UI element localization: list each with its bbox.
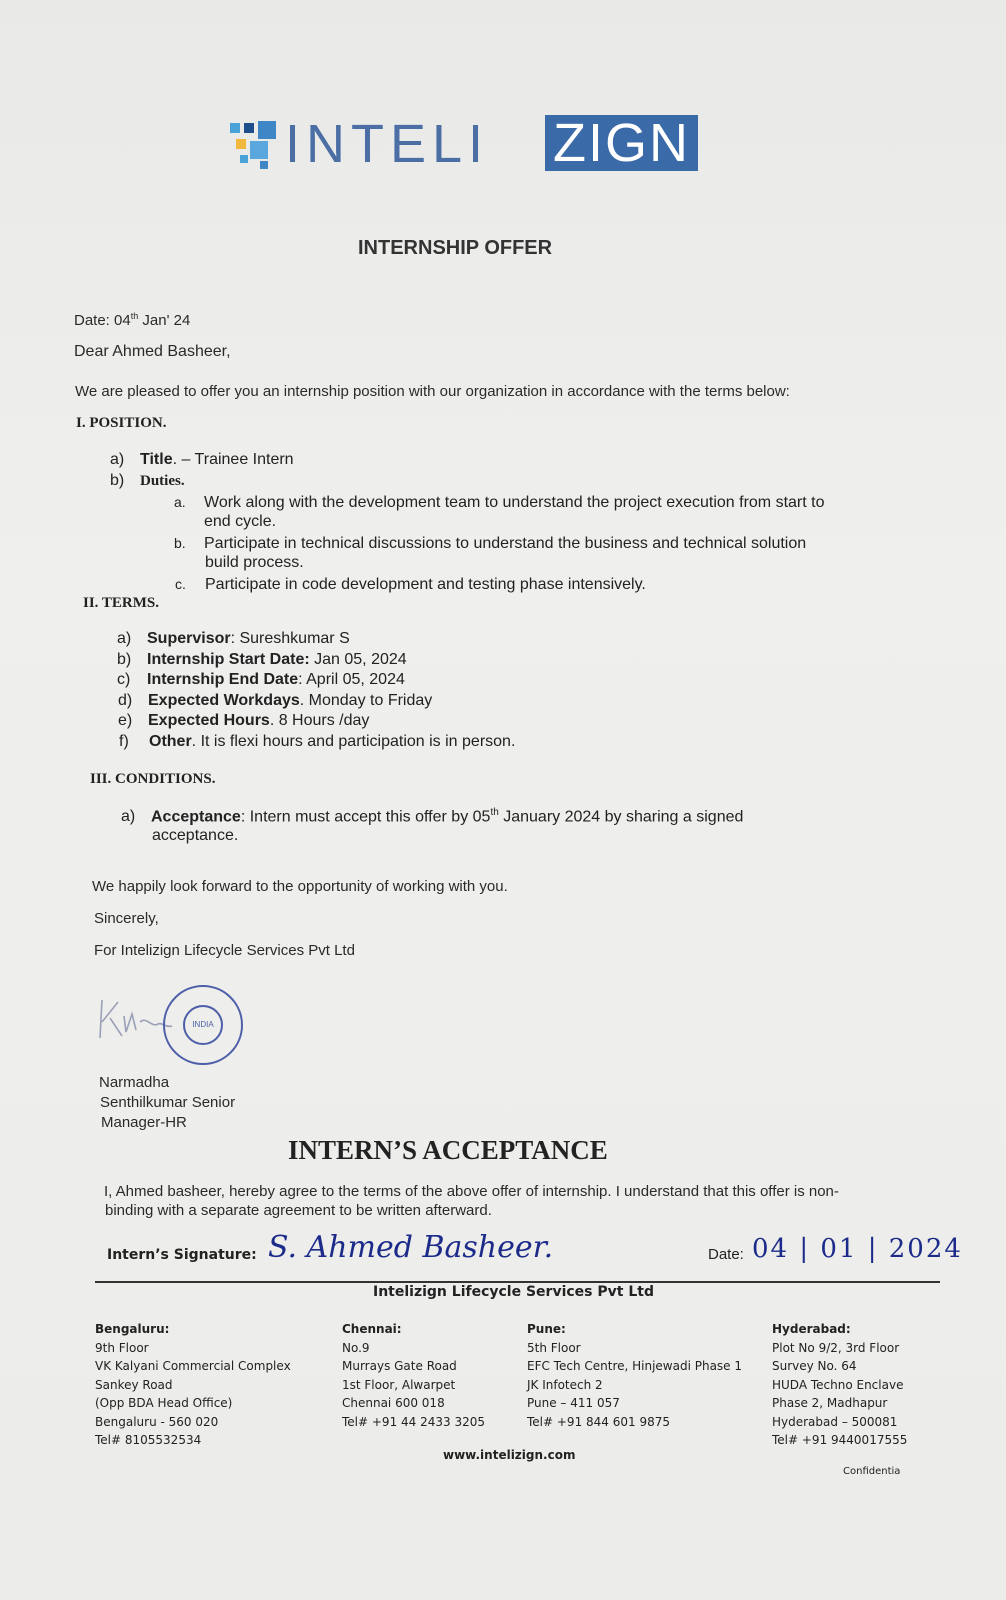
terms-heading: II. TERMS. <box>83 595 159 611</box>
salutation: Dear Ahmed Basheer, <box>74 343 231 360</box>
duty-item-continued: build process. <box>205 554 304 571</box>
letter-date: Date: 04th Jan' 24 <box>74 311 191 329</box>
acceptance-text: I, Ahmed basheer, hereby agree to the terms of the above offer of internship. I understand that this offer is non- <box>104 1183 839 1200</box>
confidential-label: Confidentia <box>843 1466 901 1477</box>
condition-item: a) Acceptance: Intern must accept this offer by 05th January 2024 by sharing a signed <box>121 807 744 826</box>
office-hyderabad: Hyderabad: Plot No 9/2, 3rd Floor Survey No. 64 HUDA Techno Enclave Phase 2, Madhapur Hyderabad – 500081 Tel# +91 9440017555 <box>772 1322 908 1447</box>
website-link[interactable]: www.intelizign.com <box>443 1448 576 1462</box>
term-item: b) Internship Start Date: Jan 05, 2024 <box>117 651 407 668</box>
intro-text: We are pleased to offer you an internship position with our organization in accordance with the terms below: <box>75 383 790 400</box>
acceptance-text-continued: binding with a separate agreement to be written afterward. <box>105 1202 492 1219</box>
conditions-heading: III. CONDITIONS. <box>90 771 216 787</box>
duty-item: b. Participate in technical discussions to understand the business and technical solution <box>174 535 807 552</box>
term-item: c) Internship End Date: April 05, 2024 <box>117 671 405 688</box>
logo-text: INTELI <box>285 114 490 174</box>
duty-item: c. Participate in code development and testing phase intensively. <box>175 576 646 593</box>
duty-item: a. Work along with the development team to understand the project execution from start to <box>174 494 825 511</box>
signatory-name-2: Senthilkumar Senior <box>100 1094 236 1111</box>
intern-signature: S. Ahmed Basheer. <box>268 1230 554 1265</box>
office-bengaluru: Bengaluru: 9th Floor VK Kalyani Commercial Complex Sankey Road (Opp BDA Head Office) Bengaluru - 560 020 Tel# 8105532534 <box>95 1322 291 1447</box>
position-title-item: a) Title. – Trainee Intern <box>110 451 294 468</box>
term-item: a) Supervisor: Sureshkumar S <box>117 630 350 647</box>
signatory-role: Manager-HR <box>101 1114 187 1131</box>
company-stamp: INDIA <box>163 985 243 1065</box>
term-item: e) Expected Hours. 8 Hours /day <box>118 712 370 729</box>
company-logo <box>230 115 700 173</box>
page-title: INTERNSHIP OFFER <box>358 237 553 259</box>
office-pune: Pune: 5th Floor EFC Tech Centre, Hinjewadi Phase 1 JK Infotech 2 Pune – 411 057 Tel# +91 844 601 9875 <box>527 1322 743 1429</box>
company-signoff: For Intelizign Lifecycle Services Pvt Ltd <box>94 942 355 959</box>
office-chennai: Chennai: No.9 Murrays Gate Road 1st Floor, Alwarpet Chennai 600 018 Tel# +91 44 2433 3205 <box>342 1322 485 1429</box>
duty-item-continued: end cycle. <box>204 513 277 530</box>
position-heading: I. POSITION. <box>76 415 167 431</box>
acceptance-date-label: Date: <box>708 1246 744 1263</box>
logo-box-text: ZIGN <box>545 115 698 171</box>
signatory-name: Narmadha <box>99 1074 170 1091</box>
condition-item-continued: acceptance. <box>152 827 239 844</box>
sincerely: Sincerely, <box>94 910 159 927</box>
acceptance-title: INTERN’S ACCEPTANCE <box>288 1135 608 1165</box>
term-item: f) Other. It is flexi hours and participation is in person. <box>119 733 516 750</box>
position-duties-item: b) Duties. <box>110 472 185 489</box>
intern-signature-label: Intern’s Signature: <box>107 1247 257 1263</box>
term-item: d) Expected Workdays. Monday to Friday <box>118 692 433 709</box>
closing-line: We happily look forward to the opportunity of working with you. <box>92 878 508 895</box>
acceptance-date-value: 04 | 01 | 2024 <box>752 1234 963 1264</box>
footer-divider <box>95 1281 940 1283</box>
footer-company: Intelizign Lifecycle Services Pvt Ltd <box>373 1284 654 1300</box>
